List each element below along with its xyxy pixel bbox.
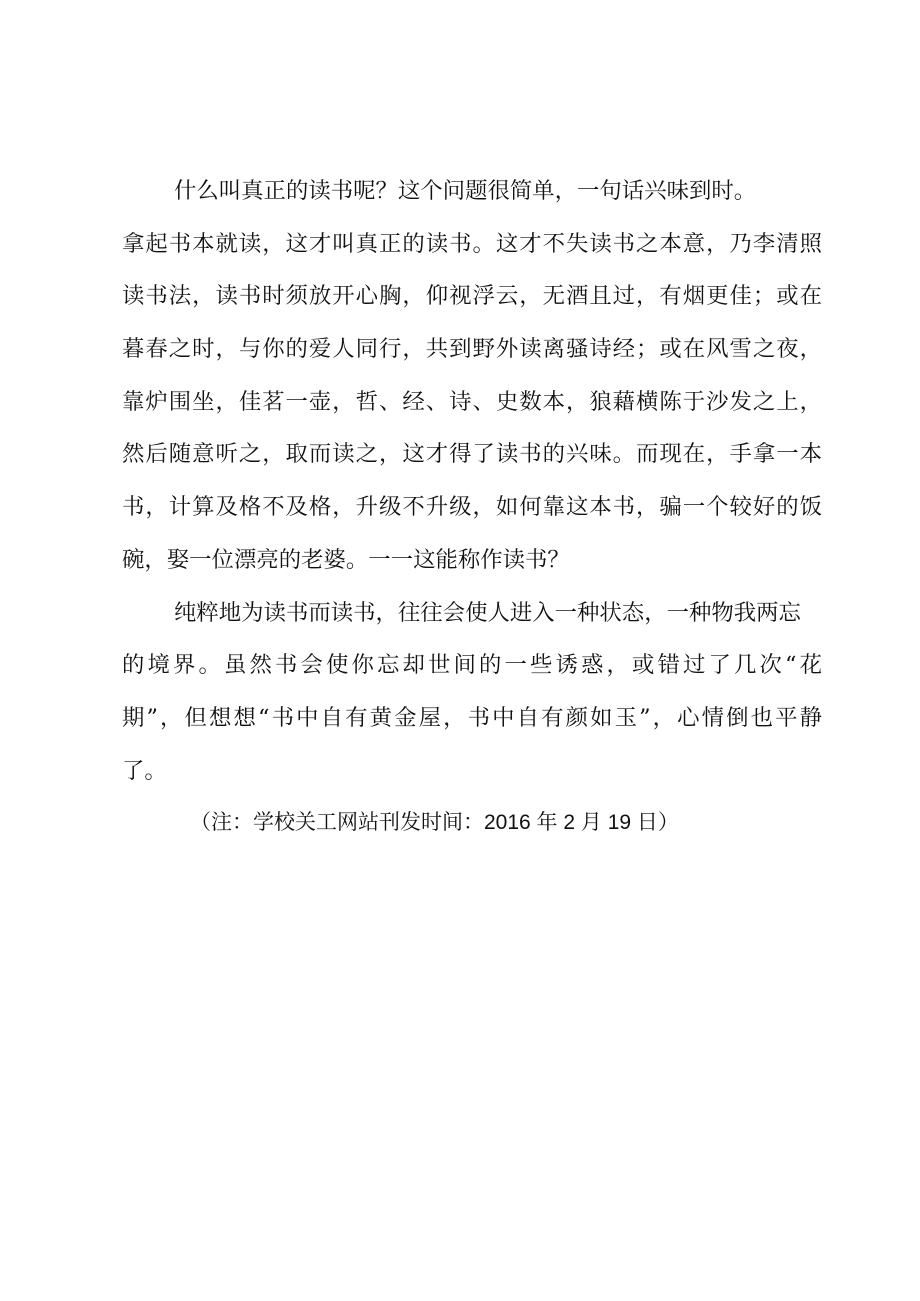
paragraph-2-line-3: 期”，但想想“书中自有黄金屋，书中自有颜如玉”，心情倒也平静 [122,704,822,731]
paragraph-1-line-1: 什么叫真正的读书呢？这个问题很简单，一句话兴味到时。 [174,178,757,204]
paragraph-1-line-5: 靠炉围坐，佳茗一壶，哲、经、诗、史数本，狼藉横陈于沙发之上， [122,388,822,415]
paragraph-1-line-8: 碗，娶一位漂亮的老婆。一一这能称作读书？ [122,546,570,573]
paragraph-1-line-6: 然后随意听之，取而读之，这才得了读书的兴味。而现在，手拿一本 [122,441,822,468]
paragraph-1-line-3: 读书法，读书时须放开心胸，仰视浮云，无酒且过，有烟更佳；或在 [122,283,822,310]
paragraph-2-line-4: 了。 [122,757,167,784]
paragraph-2-line-1: 纯粹地为读书而读书，往往会使人进入一种状态，一种物我两忘 [174,599,801,626]
document-body [122,165,822,850]
paragraph-2-line-2: 的境界。虽然书会使你忘却世间的一些诱惑，或错过了几次“花 [122,652,822,679]
publication-note: （注：学校关工网站刊发时间：2016 年 2 月 19 日） [190,811,679,835]
paragraph-1-line-7: 书，计算及格不及格，升级不升级，如何靠这本书，骗一个较好的饭 [122,494,822,521]
paragraph-1-line-2: 拿起书本就读，这才叫真正的读书。这才不失读书之本意，乃李清照 [122,230,822,257]
paragraph-1-line-4: 暮春之时，与你的爱人同行，共到野外读离骚诗经；或在风雪之夜， [122,336,822,363]
